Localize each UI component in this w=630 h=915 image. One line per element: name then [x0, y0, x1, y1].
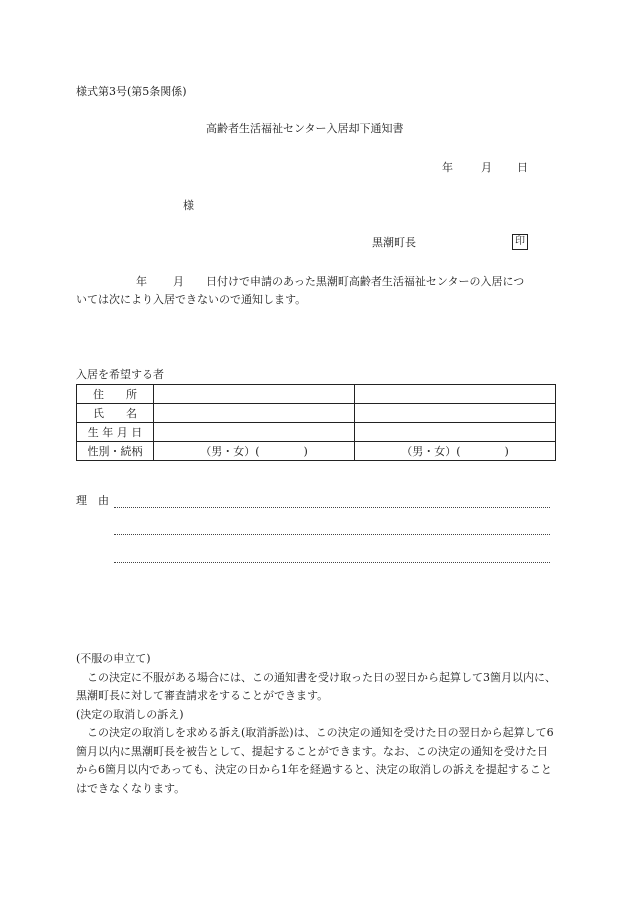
- sex-relation-cell-2: （男・女）( ): [355, 442, 556, 461]
- date-year-label: 年: [442, 161, 453, 174]
- body-text-line2: いては次により入居できないので通知します。: [76, 293, 307, 306]
- applicant-table: [76, 384, 556, 461]
- form-number: 様式第3号(第5条関係): [76, 85, 187, 98]
- issuer-name: 黒潮町長: [372, 236, 416, 249]
- appeal-notice: [76, 650, 556, 798]
- revocation-paragraph: この決定の取消しを求める訴え(取消訴訟)は、この決定の通知を受けた日の翌日から起算して6箇月以内に黒潮町長を被告として、提起することができます。なお、この決定の通知を受けた日から6箇月以内であっても、決定の日から1年を経過すると、決定の取消しの訴えを提起することはできなくなります。: [76, 726, 554, 795]
- date-month-label: 月: [481, 161, 492, 174]
- seal-stamp: 印: [512, 234, 528, 250]
- table-row: [77, 385, 556, 404]
- address-cell-1: [154, 385, 355, 404]
- table-row: [77, 423, 556, 442]
- reason-label: 理 由: [76, 494, 109, 507]
- body-month-label: 月: [173, 275, 184, 288]
- birthdate-cell-1: [154, 423, 355, 442]
- objection-heading: (不服の申立て): [76, 652, 151, 665]
- row-header-birthdate: 生 年 月 日: [77, 423, 154, 442]
- applicant-section-label: 入居を希望する者: [76, 368, 164, 381]
- row-header-address: 住 所: [77, 385, 154, 404]
- birthdate-cell-2: [355, 423, 556, 442]
- address-cell-2: [355, 385, 556, 404]
- addressee-suffix: 様: [183, 199, 194, 212]
- row-header-name: 氏 名: [77, 404, 154, 423]
- name-cell-2: [355, 404, 556, 423]
- row-header-sex-relation: 性別・続柄: [77, 442, 154, 461]
- body-text-line1: 日付けで申請のあった黒潮町高齢者生活福祉センターの入居につ: [206, 275, 525, 288]
- table-row: [77, 404, 556, 423]
- sex-relation-cell-1: （男・女）( ): [154, 442, 355, 461]
- notice-body: [76, 273, 552, 309]
- reason-line-3: [114, 562, 550, 563]
- reason-line-1: [114, 507, 550, 508]
- revocation-heading: (決定の取消しの訴え): [76, 707, 184, 721]
- date-day-label: 日: [517, 161, 528, 174]
- name-cell-1: [154, 404, 355, 423]
- objection-paragraph: この決定に不服がある場合には、この通知書を受け取った日の翌日から起算して3箇月以内に、黒潮町長に対して審査請求をすることができます。: [76, 670, 556, 702]
- reason-line-2: [114, 534, 550, 535]
- document-title: 高齢者生活福祉センター入居却下通知書: [206, 122, 404, 135]
- body-year-label: 年: [136, 275, 147, 288]
- table-row: [77, 442, 556, 461]
